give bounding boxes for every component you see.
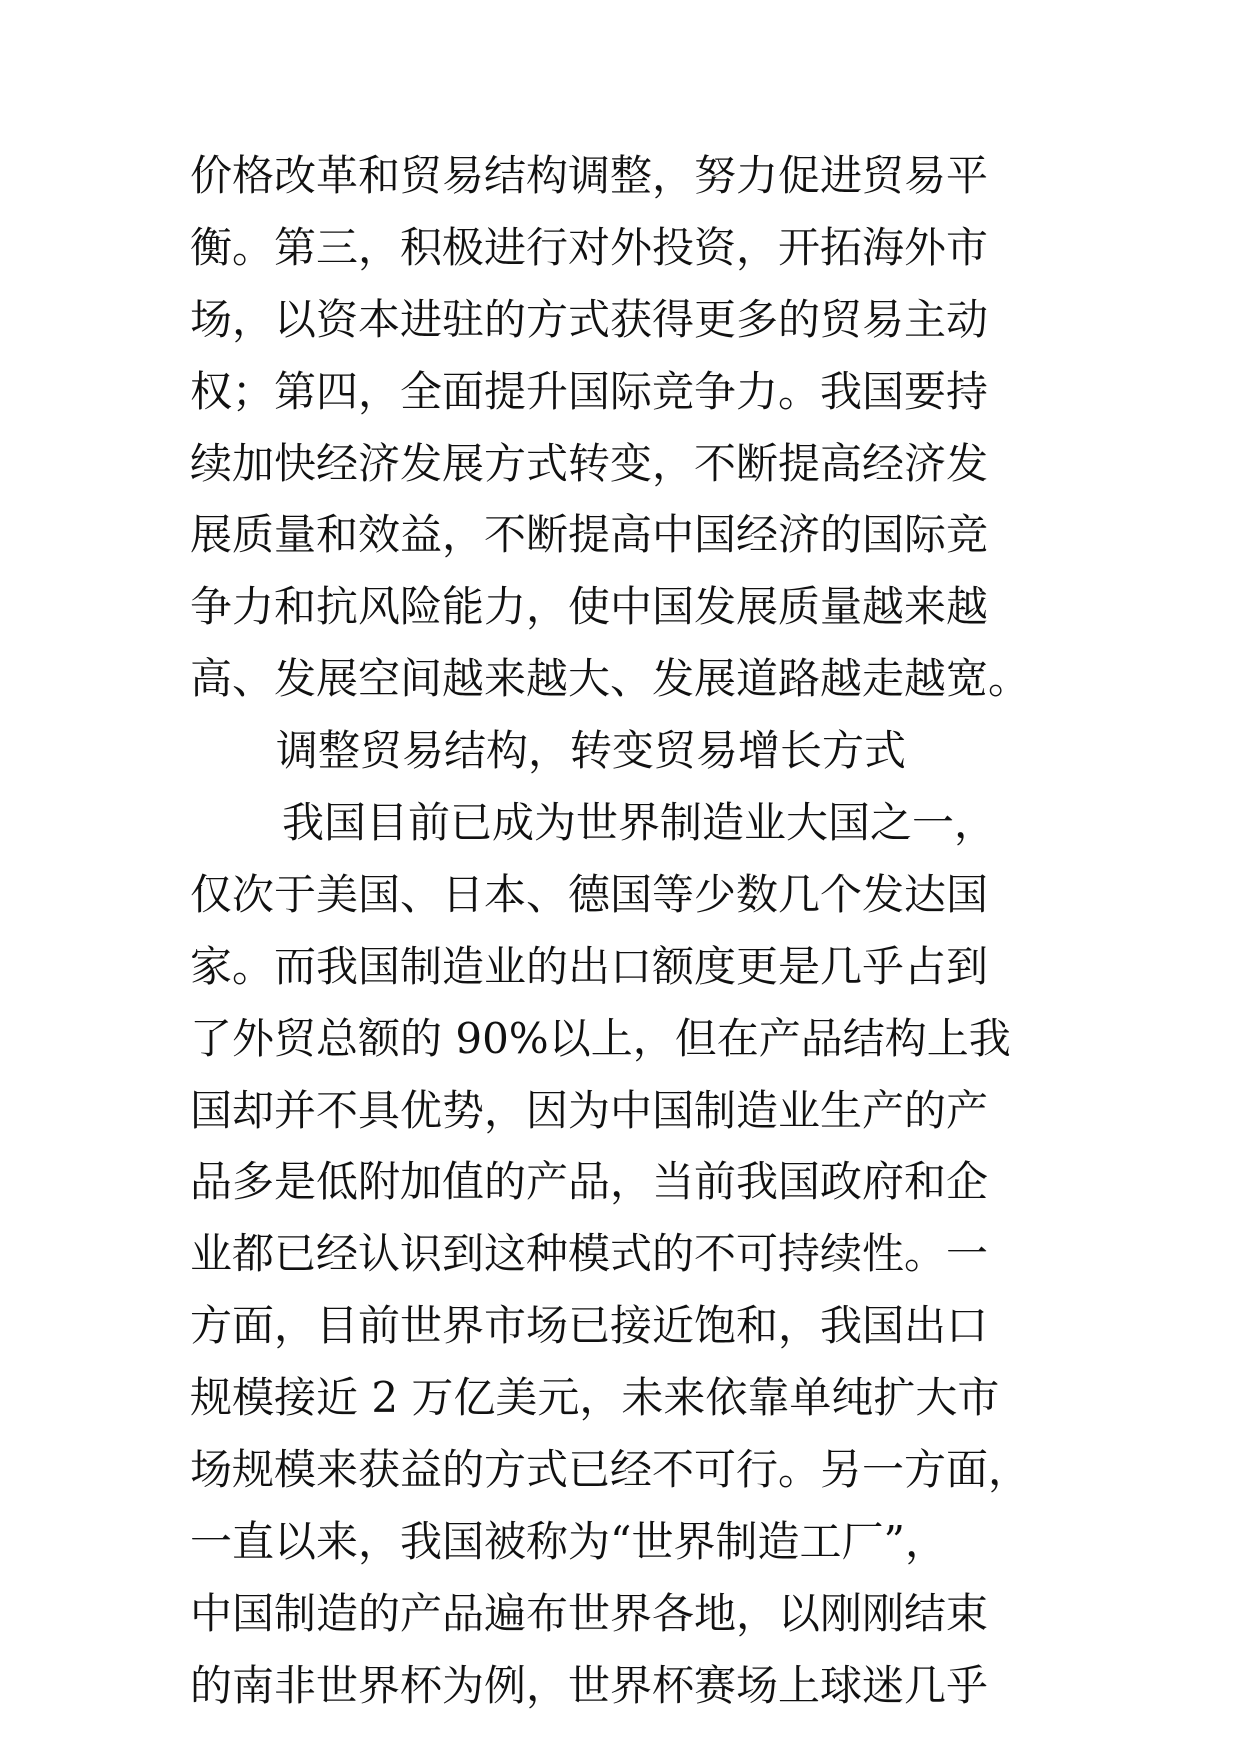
text-line: 中国制造的产品遍布世界各地，以刚刚结束 [190,1588,989,1638]
text-line: 方面，目前世界市场已接近饱和，我国出口 [190,1301,989,1351]
text-line: 争力和抗风险能力，使中国发展质量越来越 [190,582,989,632]
text-line: 国却并不具优势，因为中国制造业生产的产 [190,1085,989,1135]
text-line: 家。而我国制造业的出口额度更是几乎占到 [190,941,989,991]
text-line: 续加快经济发展方式转变，不断提高经济发 [190,438,989,488]
text-line: 展质量和效益，不断提高中国经济的国际竞 [190,510,989,560]
text-line: 衡。第三，积极进行对外投资，开拓海外市 [190,222,989,272]
text-line: 的南非世界杯为例，世界杯赛场上球迷几乎 [190,1660,989,1710]
paragraph-first-line: 我国目前已成为世界制造业大国之一， [282,798,997,848]
text-line: 价格改革和贸易结构调整，努力促进贸易平 [190,151,989,200]
section-heading: 调整贸易结构，转变贸易增长方式 [276,726,907,776]
document-body [190,140,1070,1722]
text-line: 仅次于美国、日本、德国等少数几个发达国 [190,869,989,919]
text-line: 高、发展空间越来越大、发展道路越走越宽。 [190,654,1031,704]
text-line: 业都已经认识到这种模式的不可持续性。一 [190,1229,989,1279]
text-line: 了外贸总额的 90%以上，但在产品结构上我 [190,1013,1011,1063]
text-line: 规模接近 2 万亿美元，未来依靠单纯扩大市 [190,1373,1000,1423]
text-line: 场规模来获益的方式已经不可行。另一方面， [190,1445,1031,1495]
text-line: 品多是低附加值的产品，当前我国政府和企 [190,1157,989,1207]
text-line: 权；第四，全面提升国际竞争力。我国要持 [190,366,989,416]
text-line: 场，以资本进驻的方式获得更多的贸易主动 [190,294,989,344]
text-line: 一直以来，我国被称为“世界制造工厂”， [190,1516,947,1566]
